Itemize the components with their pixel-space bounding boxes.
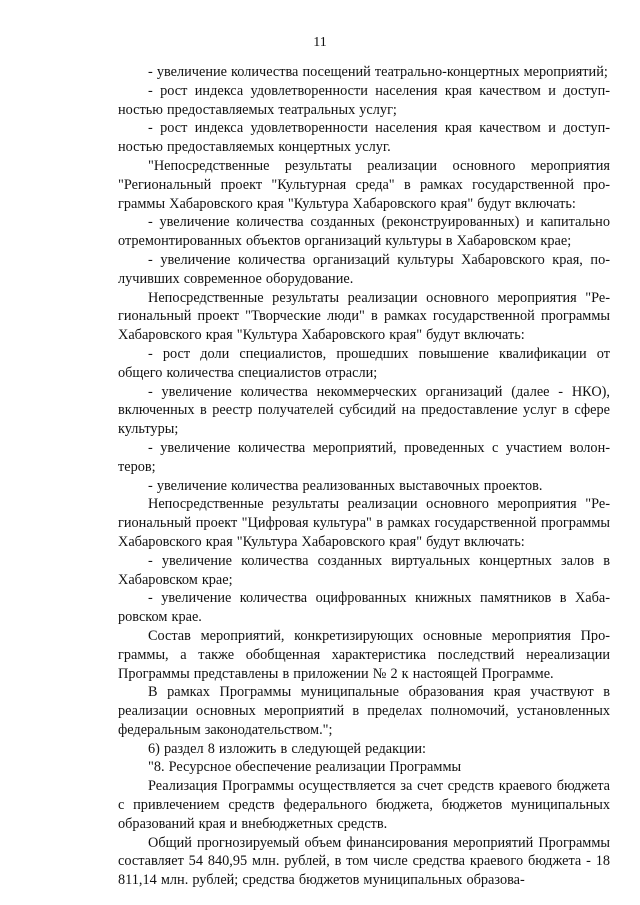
paragraph-6: - увеличение количества организаций культуры Хабаровского края, получивших современное оборудование. [118,251,610,287]
paragraph-1: - увеличение количества посещений театрально-концертных мероприятий; [148,64,608,80]
page-number: 11 [313,35,327,50]
section-heading: "8. Ресурсное обеспечение реализации Программы [148,759,462,776]
paragraph-10: - увеличение количества мероприятий, проведенных с участием волонтеров; [118,439,610,475]
paragraph-5: - увеличение количества созданных (реконструированных) и капитально отремонтированных объектов организаций культуры в Хабаровском крае; [118,214,610,250]
paragraph-3: - рост индекса удовлетворенности населения края качеством и доступностью предоставляемых концертных услуг. [118,120,610,156]
paragraph-9: - увеличение количества некоммерческих организаций (далее - НКО), включенных в реестр получателей субсидий на предоставление услуг в сфере культуры; [118,383,610,438]
paragraph-2: - рост индекса удовлетворенности населения края качеством и доступностью предоставляемых театральных услуг; [118,82,610,118]
paragraph-16: В рамках Программы муниципальные образования края участвуют в реализации основных мероприятий в пределах полномочий, установленных федеральным законодательством."; [118,684,610,738]
paragraph-11: - увеличение количества реализованных выставочных проектов. [148,477,543,494]
paragraph-7: Непосредственные результаты реализации основного мероприятия "Региональный проект "Творческие люди" в рамках государственной программы Хабаровского края "Культура Хабаровского края" будут включать: [118,289,610,344]
document-body [118,63,610,890]
paragraph-19: Реализация Программы осуществляется за счет средств краевого бюджета с привлечением средств федерального бюджета, бюджетов муниципальных образований края и внебюджетных средств. [118,778,610,832]
paragraph-13: - увеличение количества созданных виртуальных концертных залов в Хабаровском крае; [118,552,610,588]
paragraph-20: Общий прогнозируемый объем финансирования мероприятий Программы составляет 54 840,95 млн. рублей, в том числе средства краевого бюджета - 18 811,14 млн. рублей; средства бюджетов муниципальных образова- [118,834,610,889]
paragraph-15: Состав мероприятий, конкретизирующих основные мероприятия Программы, а также обобщенная характеристика последствий нереализации Программы представлены в приложении № 2 к настоящей Программе. [118,627,610,682]
paragraph-14: - увеличение количества оцифрованных книжных памятников в Хабаровском крае. [118,590,610,626]
paragraph-8: - рост доли специалистов, прошедших повышение квалификации от общего количества специалистов отрасли; [118,345,610,381]
paragraph-4: "Непосредственные результаты реализации основного мероприятия "Региональный проект "Культурная среда" в рамках государственной программы Хабаровского края "Культура Хабаровского края" будут включать: [118,157,610,212]
paragraph-12: Непосредственные результаты реализации основного мероприятия "Региональный проект "Цифровая культура" в рамках государственной программы Хабаровского края "Культура Хабаровского края" будут включать: [118,496,610,550]
paragraph-17: 6) раздел 8 изложить в следующей редакции: [148,740,426,757]
